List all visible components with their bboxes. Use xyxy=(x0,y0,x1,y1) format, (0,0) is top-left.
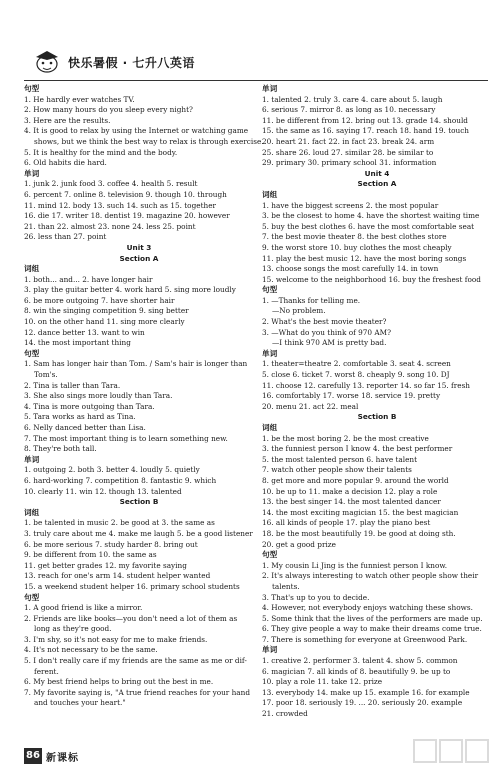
text-line: 1. —Thanks for telling me. xyxy=(262,295,361,305)
text-line: 16. all kinds of people 17. play the piano best xyxy=(262,518,431,528)
text-line-continued: —No problem. xyxy=(272,306,326,316)
text-line: 10. clearly 11. win 12. though 13. talented xyxy=(24,486,182,496)
unit-heading: Section B xyxy=(119,497,159,507)
brand-name: 新课标 xyxy=(46,753,79,764)
text-line: 26. less than 27. point xyxy=(24,232,107,242)
text-line: 3. That's up to you to decide. xyxy=(262,592,370,602)
right-column xyxy=(262,84,492,720)
text-line: 4. It is good to relax by using the Internet or watching game xyxy=(24,126,249,136)
text-line: 7. the best movie theater 8. the best clothes store xyxy=(262,232,447,242)
text-line: 2. Friends are like books—you don't need a lot of them as xyxy=(24,613,238,623)
text-line: 10. be up to 11. make a decision 12. play a role xyxy=(262,486,438,496)
text-line: 7. There is something for everyone at Greenwood Park. xyxy=(262,634,468,644)
text-line: 1. My cousin Li Jing is the funniest person I know. xyxy=(262,560,448,570)
text-line: 7. My favorite saying is, "A true friend reaches for your hand xyxy=(24,687,251,697)
text-line: 3. truly care about me 4. make me laugh 5. be a good listener xyxy=(24,528,253,538)
text-line: 11. choose 12. carefully 13. reporter 14. so far 15. fresh xyxy=(262,380,471,390)
section-label: 单词 xyxy=(24,168,40,178)
text-line-continued: shows, but we think the best way to relax is through exercise. xyxy=(34,136,264,146)
text-line: 1. creative 2. performer 3. talent 4. show 5. common xyxy=(262,656,458,666)
text-line: 3. Here are the results. xyxy=(24,115,111,125)
text-line: 14. the most important thing xyxy=(24,338,131,348)
text-line: 15. welcome to the neighborhood 16. buy the freshest food xyxy=(262,274,481,284)
text-line: 6. Nelly danced better than Lisa. xyxy=(24,423,146,432)
text-line: 1. be the most boring 2. be the most creative xyxy=(262,433,429,443)
text-line: 1. A good friend is like a mirror. xyxy=(24,603,143,613)
unit-heading: Section A xyxy=(119,253,159,263)
text-line: 6. percent 7. online 8. television 9. though 10. through xyxy=(24,189,227,199)
text-line: 5. It is healthy for the mind and the body. xyxy=(24,147,178,157)
text-line: 6. magician 7. all kinds of 8. beautifully 9. be up to xyxy=(262,666,451,676)
book-title: 快乐暑假 · 七升八英语 xyxy=(68,56,195,70)
text-line: 6. They give people a way to make their dreams come true. xyxy=(262,624,482,634)
text-line: 10. on the other hand 11. sing more clearly xyxy=(24,317,185,327)
text-line: 8. get more and more popular 9. around the world xyxy=(262,475,449,485)
text-line-continued: Tom's. xyxy=(34,370,58,380)
text-line: 5. buy the best clothes 6. have the most comfortable seat xyxy=(262,221,475,231)
text-line: 5. Some think that the lives of the performers are made up. xyxy=(262,613,483,623)
text-line-continued: long as they're good. xyxy=(34,624,112,634)
unit-heading: Unit 3 xyxy=(126,242,152,252)
text-line: 2. Tina is taller than Tara. xyxy=(24,380,121,390)
text-line: 25. share 26. loud 27. similar 28. be similar to xyxy=(262,147,434,157)
section-label: 单词 xyxy=(262,348,278,358)
header-rule xyxy=(24,80,488,81)
text-line: 20. heart 21. fact 22. in fact 23. break 24. arm xyxy=(262,136,435,146)
text-line: 1. theater=theatre 2. comfortable 3. seat 4. screen xyxy=(262,359,451,369)
text-line: 3. She also sings more loudly than Tara. xyxy=(24,391,173,401)
text-line: 1. He hardly ever watches TV. xyxy=(24,94,135,104)
section-label: 词组 xyxy=(262,423,278,432)
text-line: 3. the funniest person I know 4. the best performer xyxy=(262,444,453,454)
section-label: 句型 xyxy=(24,592,40,602)
text-line: 10. play a role 11. take 12. prize xyxy=(262,677,383,687)
text-line: 16. die 17. writer 18. dentist 19. magazine 20. however xyxy=(24,211,230,221)
section-label: 词组 xyxy=(262,189,278,199)
text-line: 13. reach for one's arm 14. student helper wanted xyxy=(24,571,211,581)
text-line: 5. Tara works as hard as Tina. xyxy=(24,412,136,422)
text-line: 13. choose songs the most carefully 14. in town xyxy=(262,264,439,274)
text-line: 1. Sam has longer hair than Tom. / Sam's hair is longer than xyxy=(24,359,248,369)
cartoon-student-icon xyxy=(32,48,62,74)
text-line: 1. be talented in music 2. be good at 3. the same as xyxy=(24,518,215,528)
section-label: 单词 xyxy=(262,84,278,93)
text-line: 2. It's always interesting to watch other people show their xyxy=(262,571,479,581)
text-line: 4. Tina is more outgoing than Tara. xyxy=(24,401,155,411)
text-line: 8. They're both tall. xyxy=(24,444,97,454)
section-label: 单词 xyxy=(24,454,40,464)
text-line: 1. both... and... 2. have longer hair xyxy=(24,274,153,284)
text-line: 5. the most talented person 6. have talent xyxy=(262,454,418,464)
unit-heading: Unit 4 xyxy=(364,168,390,178)
text-line: 2. How many hours do you sleep every night? xyxy=(24,105,193,115)
text-line: 4. However, not everybody enjoys watching these shows. xyxy=(262,603,473,613)
text-line: 6. serious 7. mirror 8. as long as 10. necessary xyxy=(262,105,436,115)
text-line: 1. outgoing 2. both 3. better 4. loudly 5. quietly xyxy=(24,465,200,475)
text-line: 6. hard-working 7. competition 8. fantastic 9. which xyxy=(24,475,217,485)
text-line: 16. comfortably 17. worse 18. service 19. pretty xyxy=(262,391,441,401)
section-label: 句型 xyxy=(262,285,278,295)
text-line: 7. watch other people show their talents xyxy=(262,465,412,475)
text-line: 7. The most important thing is to learn something new. xyxy=(24,433,228,443)
section-label: 词组 xyxy=(24,507,40,517)
left-column xyxy=(24,84,264,709)
text-line: 4. It's not necessary to be the same. xyxy=(24,645,158,655)
text-line: 17. poor 18. seriously 19. ... 20. seriously 20. example xyxy=(262,698,463,708)
text-line: 3. —What do you think of 970 AM? xyxy=(262,327,392,337)
text-line: 13. everybody 14. make up 15. example 16. for example xyxy=(262,687,470,697)
text-line: 5. I don't really care if my friends are the same as me or dif- xyxy=(24,656,247,666)
text-line: 5. close 6. ticket 7. worst 8. cheaply 9. song 10. DJ xyxy=(262,370,450,380)
text-line: 14. the most exciting magician 15. the best magician xyxy=(262,507,459,517)
page-header xyxy=(24,46,484,80)
text-line-continued: ferent. xyxy=(34,666,59,676)
text-line-continued: and touches your heart." xyxy=(34,698,126,708)
text-line: 1. talented 2. truly 3. care 4. care about 5. laugh xyxy=(262,94,443,104)
text-line: 21. crowded xyxy=(262,709,308,719)
text-line: 11. get better grades 12. my favorite saying xyxy=(24,560,187,570)
text-line: 6. Old habits die hard. xyxy=(24,158,107,168)
text-line: 11. be different from 12. bring out 13. grade 14. should xyxy=(262,115,468,125)
text-line: 15. a weekend student helper 16. primary school students xyxy=(24,581,240,591)
section-label: 单词 xyxy=(262,645,278,655)
text-line: 20. get a good prize xyxy=(262,539,336,549)
text-line: 3. play the guitar better 4. work hard 5. sing more loudly xyxy=(24,285,236,295)
text-line: 12. dance better 13. want to win xyxy=(24,327,145,337)
section-label: 词组 xyxy=(24,264,40,274)
unit-heading: Section A xyxy=(357,179,397,189)
page-footer xyxy=(24,748,174,766)
text-line: 11. mind 12. body 13. such 14. such as 15. together xyxy=(24,200,217,210)
page-number: 86 xyxy=(24,748,42,764)
text-line: 1. have the biggest screens 2. the most popular xyxy=(262,200,439,210)
section-label: 句型 xyxy=(262,550,278,560)
unit-heading: Section B xyxy=(357,412,397,422)
text-line: 21. than 22. almost 23. none 24. less 25. point xyxy=(24,221,196,231)
text-line: 18. be the most beautifully 19. be good at doing sth. xyxy=(262,528,456,538)
section-label: 句型 xyxy=(24,348,40,358)
text-line: 1. junk 2. junk food 3. coffee 4. health 5. result xyxy=(24,179,198,189)
text-line: 6. be more serious 7. study harder 8. bring out xyxy=(24,539,198,549)
section-label: 句型 xyxy=(24,84,40,93)
text-line: 13. the best singer 14. the most talented dancer xyxy=(262,497,441,507)
text-line: 2. What's the best movie theater? xyxy=(262,317,387,327)
text-line: 15. the same as 16. saying 17. reach 18. hand 19. touch xyxy=(262,126,470,136)
text-line: 6. be more outgoing 7. have shorter hair xyxy=(24,295,175,305)
text-line: 3. be the closest to home 4. have the shortest waiting time xyxy=(262,211,480,221)
text-line: 9. be different from 10. the same as xyxy=(24,550,157,560)
text-line: 29. primary 30. primary school 31. information xyxy=(262,158,437,168)
text-line-continued: talents. xyxy=(272,581,300,591)
watermark-logo-icon xyxy=(412,736,490,766)
text-line: 8. win the singing competition 9. sing better xyxy=(24,306,189,316)
text-line: 3. I'm shy, so it's not easy for me to make friends. xyxy=(24,634,208,644)
text-line-continued: —I think 970 AM is pretty bad. xyxy=(272,338,387,348)
text-line: 6. My best friend helps to bring out the best in me. xyxy=(24,677,214,687)
text-line: 9. the worst store 10. buy clothes the most cheaply xyxy=(262,242,452,252)
text-line: 11. play the best music 12. have the most boring songs xyxy=(262,253,467,263)
text-line: 20. menu 21. act 22. meal xyxy=(262,401,359,411)
